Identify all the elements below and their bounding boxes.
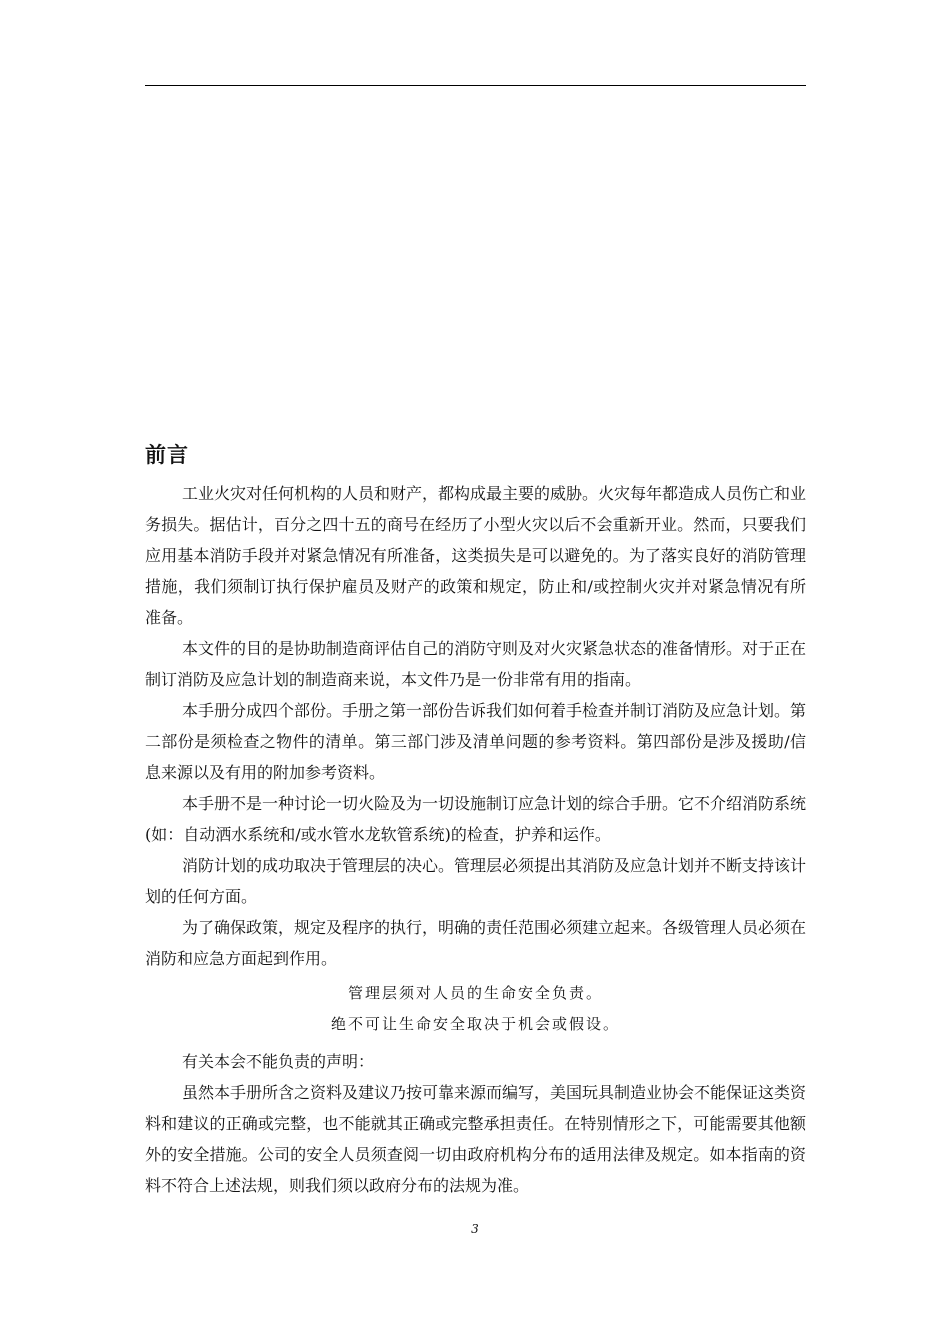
paragraph-structure: 本手册分成四个部份。手册之第一部份告诉我们如何着手检查并制订消防及应急计划。第二部份是须检查之物件的清单。第三部门涉及清单问题的参考资料。第四部份是涉及援助/信息来源以及有用的附加参考资料。 (145, 701, 807, 782)
section-title: 前言 (145, 443, 189, 467)
motto-block (145, 978, 806, 1040)
paragraph-management: 消防计划的成功取决于管理层的决心。管理层必须提出其消防及应急计划并不断支持该计划的任何方面。 (145, 856, 807, 906)
paragraph-responsibility: 为了确保政策，规定及程序的执行，明确的责任范围必须建立起来。各级管理人员必须在消防和应急方面起到作用。 (145, 918, 807, 968)
header-rule (145, 85, 806, 86)
paragraph-purpose: 本文件的目的是协助制造商评估自己的消防守则及对火灾紧急状态的准备情形。对于正在制订消防及应急计划的制造商来说，本文件乃是一份非常有用的指南。 (145, 639, 807, 689)
motto-line-2: 绝不可让生命安全取决于机会或假设。 (330, 1015, 620, 1033)
motto-line-1: 管理层须对人员的生命安全负责。 (347, 984, 603, 1002)
paragraph-intro: 工业火灾对任何机构的人员和财产，都构成最主要的威胁。火灾每年都造成人员伤亡和业务损失。据估计，百分之四十五的商号在经历了小型火灾以后不会重新开业。然而，只要我们应用基本消防手段并对紧急情况有所准备，这类损失是可以避免的。为了落实良好的消防管理措施，我们须制订执行保护雇员及财产的政策和规定，防止和/或控制火灾并对紧急情况有所准备。 (145, 484, 807, 627)
page-number: 3 (471, 1222, 479, 1236)
disclaimer-heading: 有关本会不能负责的声明： (182, 1052, 375, 1071)
document-body (145, 440, 806, 1201)
paragraph-scope: 本手册不是一种讨论一切火险及为一切设施制订应急计划的综合手册。它不介绍消防系统(如：自动洒水系统和/或水管水龙软管系统)的检查，护养和运作。 (145, 794, 807, 844)
disclaimer-body: 虽然本手册所含之资料及建议乃按可靠来源而编写，美国玩具制造业协会不能保证这类资料和建议的正确或完整，也不能就其正确或完整承担责任。在特别情形之下，可能需要其他额外的安全措施。公司的安全人员须查阅一切由政府机构分布的适用法律及规定。如本指南的资料不符合上述法规，则我们须以政府分布的法规为准。 (145, 1083, 807, 1195)
